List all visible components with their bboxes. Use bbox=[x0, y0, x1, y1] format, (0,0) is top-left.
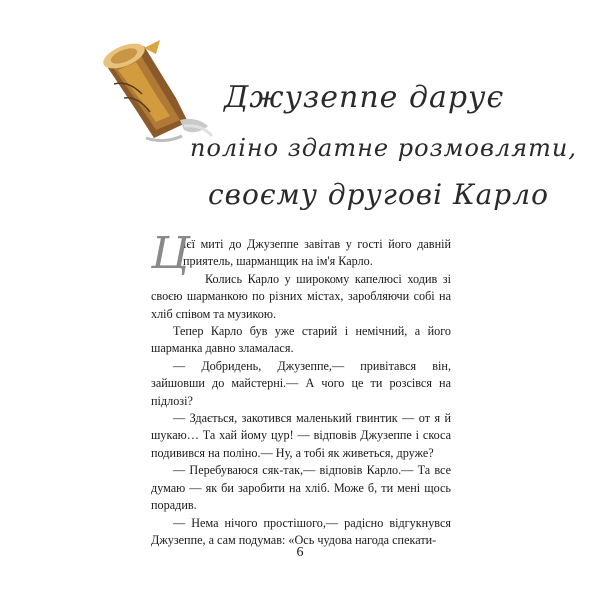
drop-cap-letter: Ц bbox=[151, 228, 190, 279]
heading-line-2: поліно здатне розмовляти, bbox=[190, 134, 577, 162]
paragraph-1-text: ієї миті до Джузеппе завітав у гості його давній приятель, шарманщик на ім'я Карло. bbox=[183, 237, 451, 269]
page-number: 6 bbox=[296, 545, 304, 560]
heading-line-1: Джузеппе дарує bbox=[224, 80, 505, 115]
paragraph-1 bbox=[151, 228, 451, 279]
drop-cap bbox=[151, 228, 190, 279]
paragraph-5: — Здається, закотився маленький гвинтик — от я й шукаю… Та хай йому цур! — відповів Джузеппе і скоса подивився на поліно.— Ну, а тобі як живеться, друже? bbox=[151, 411, 451, 460]
paragraph-3: Тепер Карло був уже старий і немічний, а його шарманка давно зламалася. bbox=[151, 324, 451, 356]
paragraph-4: — Добридень, Джузеппе,— привітався він, зайшовши до майстерні.— А чого це ти розсівся на підлозі? bbox=[151, 358, 451, 408]
chapter-body bbox=[151, 228, 451, 549]
paragraph-7: — Нема нічого простішого,— радісно відгукнувся Джузеппе, а сам подумав: «Ось чудова нагода спекати- bbox=[151, 515, 451, 547]
chapter-heading bbox=[190, 62, 577, 232]
paragraph-6: — Перебуваюся сяк-так,— відповів Карло.— Та все думаю — як би заробити на хліб. Може б, ти мені щось порадив. bbox=[151, 463, 451, 513]
heading-line-3: своєму другові Карло bbox=[208, 178, 549, 211]
paragraph-2: Колись Карло у широкому капелюсі ходив зі своєю шарманкою по різних містах, заробляючи собі на хліб співом та музикою. bbox=[151, 271, 451, 321]
